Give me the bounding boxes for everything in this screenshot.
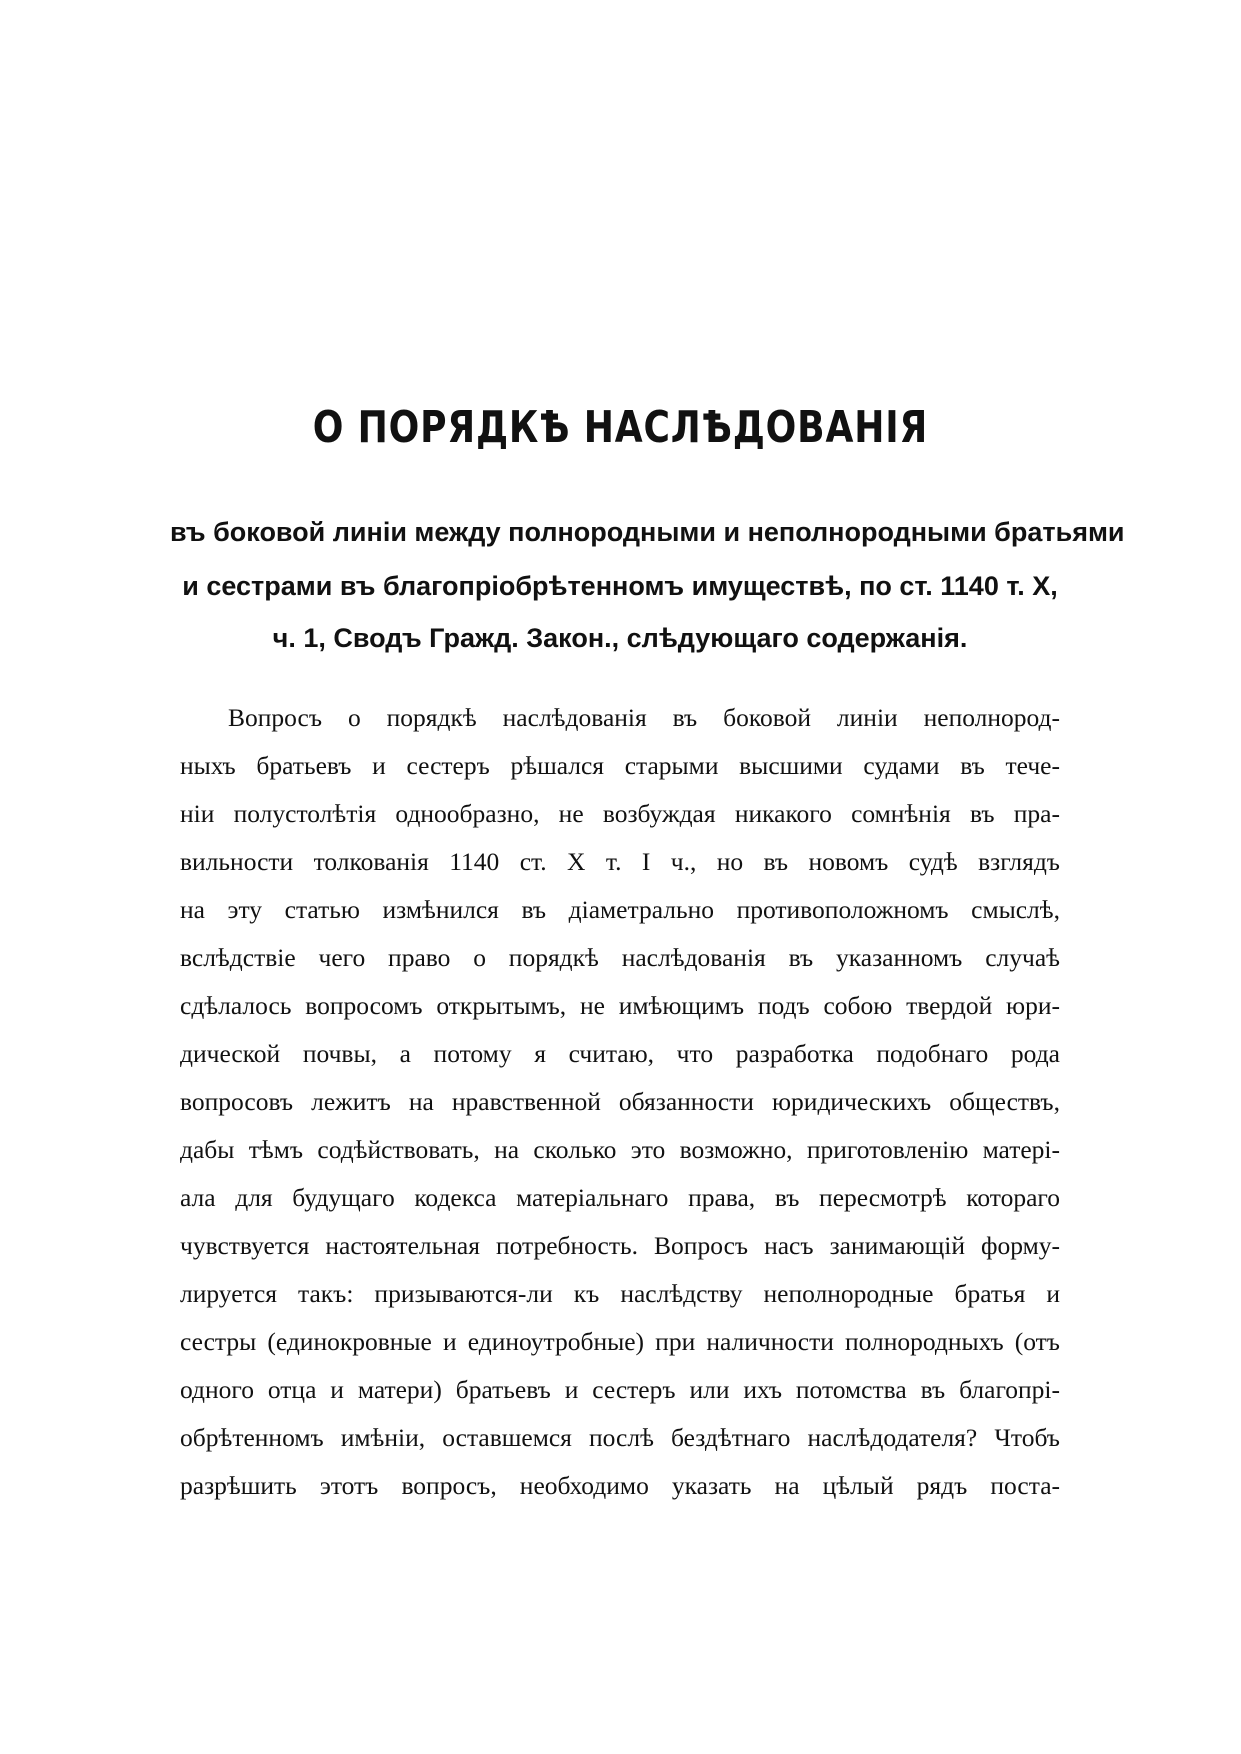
subtitle-line: ч. 1, Сводъ Гражд. Закон., слѣдующаго содержанія. <box>272 623 968 653</box>
body-text-line: дабы тѣмъ содѣйствовать, на сколько это возможно, приготовленію матері- <box>180 1135 1060 1164</box>
body-text-line: вслѣдствіе чего право о порядкѣ наслѣдованія въ указанномъ случаѣ <box>180 943 1060 972</box>
body-text-line: лируется такъ: призываются-ли къ наслѣдству неполнородные братья и <box>180 1279 1060 1308</box>
body-text-line: дической почвы, а потому я считаю, что разработка подобнаго рода <box>180 1039 1060 1068</box>
body-text-line: сестры (единокровные и единоутробные) при наличности полнородныхъ (отъ <box>180 1327 1060 1356</box>
body-text-line: ала для будущаго кодекса матеріальнаго права, въ пересмотрѣ котораго <box>180 1183 1060 1212</box>
body-text-line: на эту статью измѣнился въ діаметрально противоположномъ смыслѣ, <box>180 895 1060 924</box>
body-text-line: сдѣлалось вопросомъ открытымъ, не имѣющимъ подъ собою твердой юри- <box>180 991 1060 1020</box>
body-text-line: Вопросъ о порядкѣ наслѣдованія въ боковой линіи неполнород- <box>228 703 1060 732</box>
body-text-line: вильности толкованія 1140 ст. X т. I ч., но въ новомъ судѣ взглядъ <box>180 847 1060 876</box>
body-text-line: одного отца и матери) братьевъ и сестеръ или ихъ потомства въ благопрі- <box>180 1375 1060 1404</box>
body-text-line: ныхъ братьевъ и сестеръ рѣшался старыми высшими судами въ тече- <box>180 751 1060 780</box>
body-text-line: ніи полустолѣтія однообразно, не возбуждая никакого сомнѣнія въ пра- <box>180 799 1060 828</box>
body-text-line: разрѣшить этотъ вопросъ, необходимо указать на цѣлый рядъ поста- <box>180 1471 1060 1500</box>
subtitle-line: въ боковой линіи между полнородными и неполнородными братьями <box>170 517 1125 547</box>
body-text-line: обрѣтенномъ имѣніи, оставшемся послѣ бездѣтнаго наслѣдодателя? Чтобъ <box>180 1423 1060 1452</box>
body-text-line: чувствуется настоятельная потребность. Вопросъ насъ занимающій форму- <box>180 1231 1060 1260</box>
subtitle-line: и сестрами въ благопріобрѣтенномъ имуществѣ, по ст. 1140 т. X, <box>182 571 1058 601</box>
document-title: О ПОРЯДКѢ НАСЛѢДОВАНІЯ <box>312 402 929 453</box>
body-text-line: вопросовъ лежитъ на нравственной обязанности юридическихъ обществъ, <box>180 1087 1060 1116</box>
